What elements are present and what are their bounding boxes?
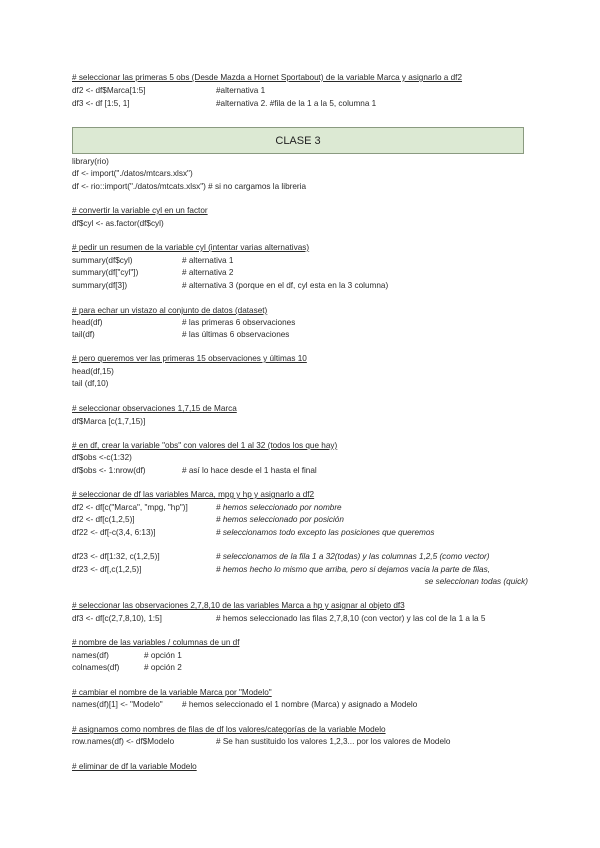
code-line: names(df)[1] <- "Modelo" (72, 700, 163, 709)
code-comment: # hemos seleccionado por posición (216, 515, 344, 524)
comment-line: # convertir la variable cyl en un factor (72, 206, 208, 215)
code-line: df$obs <- 1:nrow(df) (72, 466, 146, 475)
code-line: df$Marca [c(1,7,15)] (72, 417, 146, 426)
comment-line: # seleccionar observaciones 1,7,15 de Marca (72, 404, 237, 413)
code-comment: # alternativa 1 (182, 256, 234, 265)
code-comment: #alternativa 1 (216, 86, 266, 95)
code-line: row.names(df) <- df$Modelo (72, 737, 175, 746)
code-line: df2 <- df[c("Marca", "mpg, "hp")] (72, 503, 188, 512)
code-line: df$cyl <- as.factor(df$cyl) (72, 219, 164, 228)
comment-line: # asignamos como nombres de filas de df los valores/categorías de la variable Modelo (72, 725, 386, 734)
code-comment: # opción 2 (144, 663, 182, 672)
code-comment: # seleccionamos todo excepto las posiciones que queremos (216, 528, 435, 537)
code-comment: # hemos seleccionado las filas 2,7,8,10 (con vector) y las col de la 1 a la 5 (216, 614, 486, 623)
comment-line: # seleccionar las observaciones 2,7,8,10 de las variables Marca a hp y asignar al objeto df3 (72, 601, 405, 610)
comment-line: # en df, crear la variable "obs" con valores del 1 al 32 (todos los que hay) (72, 441, 338, 450)
code-line: summary(df$cyl) (72, 256, 133, 265)
code-line: df23 <- df[1:32, c(1,2,5)] (72, 552, 160, 561)
code-comment: # opción 1 (144, 651, 182, 660)
code-comment: # seleccionamos de la fila 1 a 32(todas) y las columnas 1,2,5 (como vector) (216, 552, 490, 561)
comment-line: # seleccionar las primeras 5 obs (Desde Mazda a Hornet Sportabout) de la variable Marca y asignarlo a df2 (72, 73, 463, 82)
code-line: head(df) (72, 318, 103, 327)
code-line: tail(df) (72, 330, 95, 339)
comment-line: # eliminar de df la variable Modelo (72, 762, 197, 771)
comment-line: # pero queremos ver las primeras 15 observaciones y últimas 10 (72, 354, 307, 363)
code-line: df2 <- df[c(1,2,5)] (72, 515, 135, 524)
code-line: colnames(df) (72, 663, 120, 672)
code-comment: #alternativa 2. #fila de la 1 a la 5, columna 1 (216, 99, 377, 108)
comment-line: # seleccionar de df las variables Marca, mpg y hp y asignarlo a df2 (72, 490, 315, 499)
code-comment: # hemos hecho lo mismo que arriba, pero si dejamos vacia la parte de filas, (216, 565, 490, 574)
section-banner: CLASE 3 (72, 127, 524, 154)
code-line: df2 <- df$Marca[1:5] (72, 86, 146, 95)
comment-line: # cambiar el nombre de la variable Marca por "Modelo" (72, 688, 272, 697)
code-comment: # alternativa 2 (182, 268, 234, 277)
code-line: df22 <- df[-c(3,4, 6:13)] (72, 528, 156, 537)
code-comment: # alternativa 3 (porque en el df, cyl esta en la 3 columna) (182, 281, 389, 290)
code-comment: # las primeras 6 observaciones (182, 318, 296, 327)
code-line: df <- rio::import("./datos/mtcats.xlsx") # si no cargamos la libreria (72, 182, 306, 191)
code-line: names(df) (72, 651, 109, 660)
code-line: df23 <- df[,c(1,2,5)] (72, 565, 142, 574)
code-comment: # así lo hace desde el 1 hasta el final (182, 466, 317, 475)
code-line: df$obs <-c(1:32) (72, 453, 132, 462)
code-line: df <- import("./datos/mtcars.xlsx") (72, 169, 193, 178)
code-comment: # Se han sustituido los valores 1,2,3... por los valores de Modelo (216, 737, 451, 746)
code-line: df3 <- df [1:5, 1] (72, 99, 130, 108)
code-comment: # hemos seleccionado el 1 nombre (Marca) y asignado a Modelo (182, 700, 418, 709)
code-line: summary(df["cyl"]) (72, 268, 139, 277)
code-line: tail (df,10) (72, 379, 109, 388)
code-line: head(df,15) (72, 367, 114, 376)
code-line: library(rio) (72, 157, 109, 166)
comment-line: # pedir un resumen de la variable cyl (intentar varias alternativas) (72, 243, 310, 252)
code-comment: # hemos seleccionado por nombre (216, 503, 342, 512)
comment-line: # nombre de las variables / columnas de un df (72, 638, 240, 647)
code-comment-continuation: se seleccionan todas (quick) (424, 577, 528, 586)
comment-line: # para echar un vistazo al conjunto de datos (dataset) (72, 306, 268, 315)
code-comment: # las últimas 6 observaciones (182, 330, 290, 339)
code-line: summary(df[3]) (72, 281, 128, 290)
code-line: df3 <- df[c(2,7,8,10), 1:5] (72, 614, 162, 623)
